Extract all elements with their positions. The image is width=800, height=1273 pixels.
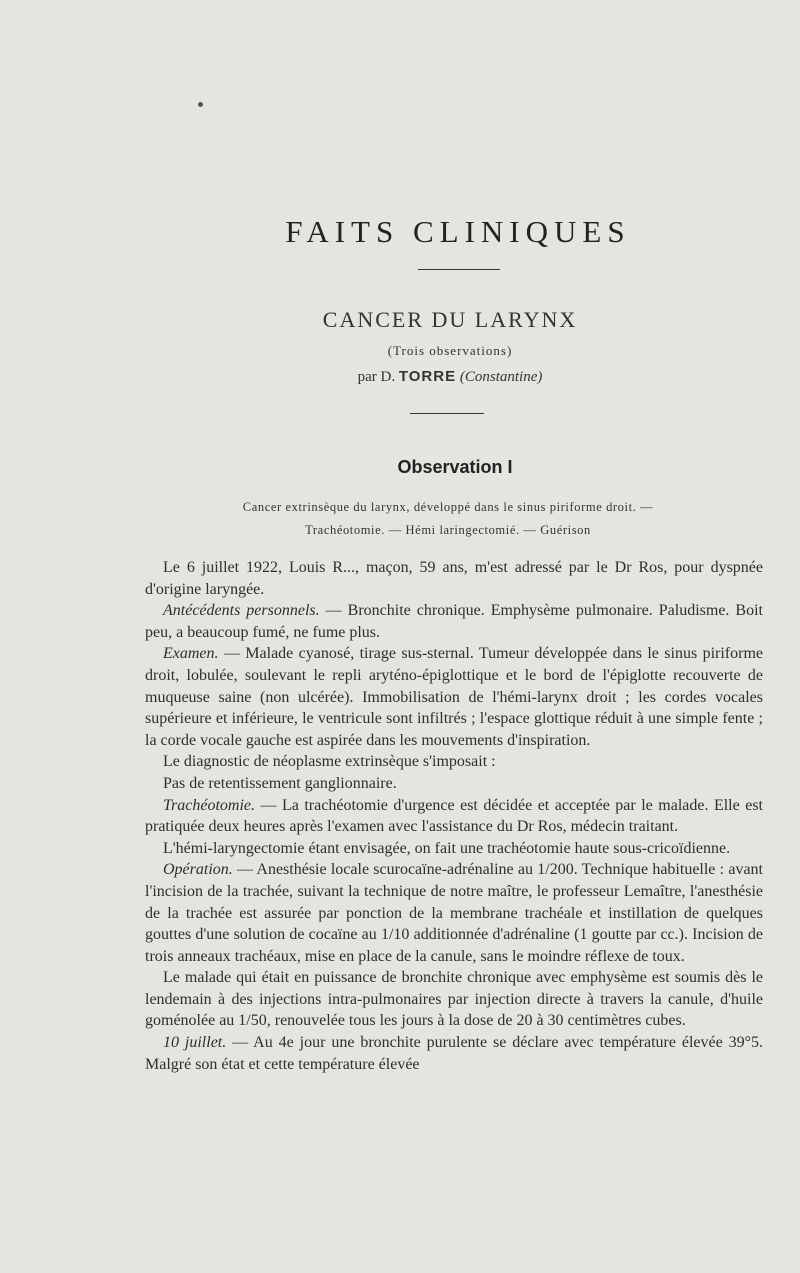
paragraph-text: Le diagnostic de néoplasme extrinsèque s'imposait : [163, 753, 496, 771]
paragraph [145, 967, 763, 1032]
paragraph-label: Antécédents personnels. [163, 602, 320, 620]
paragraph [145, 859, 763, 967]
byline [0, 368, 800, 386]
caption-line-1: Cancer extrinsèque du larynx, développé dans le sinus piriforme droit. — [242, 500, 654, 514]
paragraph [145, 838, 763, 860]
paragraph-text: L'hémi-laryngectomie étant envisagée, on fait une trachéotomie haute sous-cricoïdienne. [163, 839, 731, 857]
paragraph [145, 557, 763, 600]
byline-prefix: par D. [357, 369, 396, 385]
paragraph-label: Opération. [163, 861, 233, 879]
paragraph-text: — La trachéotomie d'urgence est décidée et acceptée par le malade. Elle est pratiquée deux heures après l'examen avec l'assistance du Dr Ros, médecin traitant. [145, 796, 763, 836]
paragraph-text: — Anesthésie locale scurocaïne-adrénaline au 1/200. Technique habituelle : avant l'incision de la trachée, suivant la technique de notre maître, le professeur Lemaître, l'anesthésie de la trachée est assurée par ponction de la membrane trachéale et instillation de quelques gouttes d'une solution de cocaïne au 1/10 additionnée d'adrénaline (1 goutte par cc.). Incision de trois anneaux trachéaux, mise en place de la canule, sans le moindre réflexe de toux. [145, 861, 763, 965]
paragraph-text: Le 6 juillet 1922, Louis R..., maçon, 59 ans, m'est adressé par le Dr Ros, pour dyspnée d'origine laryngée. [145, 559, 763, 598]
paragraph-text: Pas de retentissement ganglionnaire. [163, 774, 397, 792]
ink-speck [198, 102, 203, 107]
paragraph-label: Examen. [163, 645, 219, 663]
paragraph-text: — Malade cyanosé, tirage sus-sternal. Tumeur développée dans le sinus piriforme droit, lobulée, soulevant le repli aryténo-épiglottique et le bord de l'épiglotte recouverte de muqueuse saine (non ulcérée). Immobilisation de l'hémi-larynx droit ; les cordes vocales supérieure et inférieure, le ventricule sont infiltrés ; l'espace glottique réduit à une simple fente ; la corde vocale gauche est aspirée dans les mouvements d'inspiration. [145, 645, 763, 749]
author-name: TORRE [398, 368, 457, 385]
caption-line-2: Trachéotomie. — Hémi laringectomié. — Guérison [305, 523, 591, 537]
paragraph [145, 1032, 763, 1075]
paragraph [145, 751, 763, 773]
section-title: FAITS CLINIQUES [285, 214, 631, 249]
observation-heading: Observation I [397, 457, 513, 477]
paragraph-text: — Bronchite chronique. Emphysème pulmonaire. Paludisme. Boit peu, a beaucoup fumé, ne fume plus. [145, 602, 763, 641]
observation-caption [118, 496, 778, 542]
paragraph-text: — Au 4e jour une bronchite purulente se déclare avec température élevée 39°5. Malgré son état et cette température élevée [145, 1034, 764, 1073]
paragraph [145, 643, 763, 751]
paragraph-text: Le malade qui était en puissance de bronchite chronique avec emphysème est soumis dès le lendemain à des injections intra-pulmonaires par injection directe à travers la canule, d'huile goménolée au 1/50, renouvelée tous les jours à la dose de 20 à 30 centimètres cubes. [145, 969, 763, 1030]
title-divider [418, 269, 500, 270]
article-series: (Trois observations) [387, 343, 513, 358]
paragraph [145, 600, 763, 643]
paragraph [145, 795, 763, 838]
author-place: (Constantine) [459, 369, 543, 385]
byline-divider [410, 413, 484, 414]
observation-body [145, 557, 763, 1075]
article-title: CANCER DU LARYNX [322, 307, 578, 332]
paragraph-label: Trachéotomie. [163, 796, 255, 814]
paragraph [145, 773, 763, 795]
paragraph-label: 10 juillet. [163, 1034, 227, 1052]
